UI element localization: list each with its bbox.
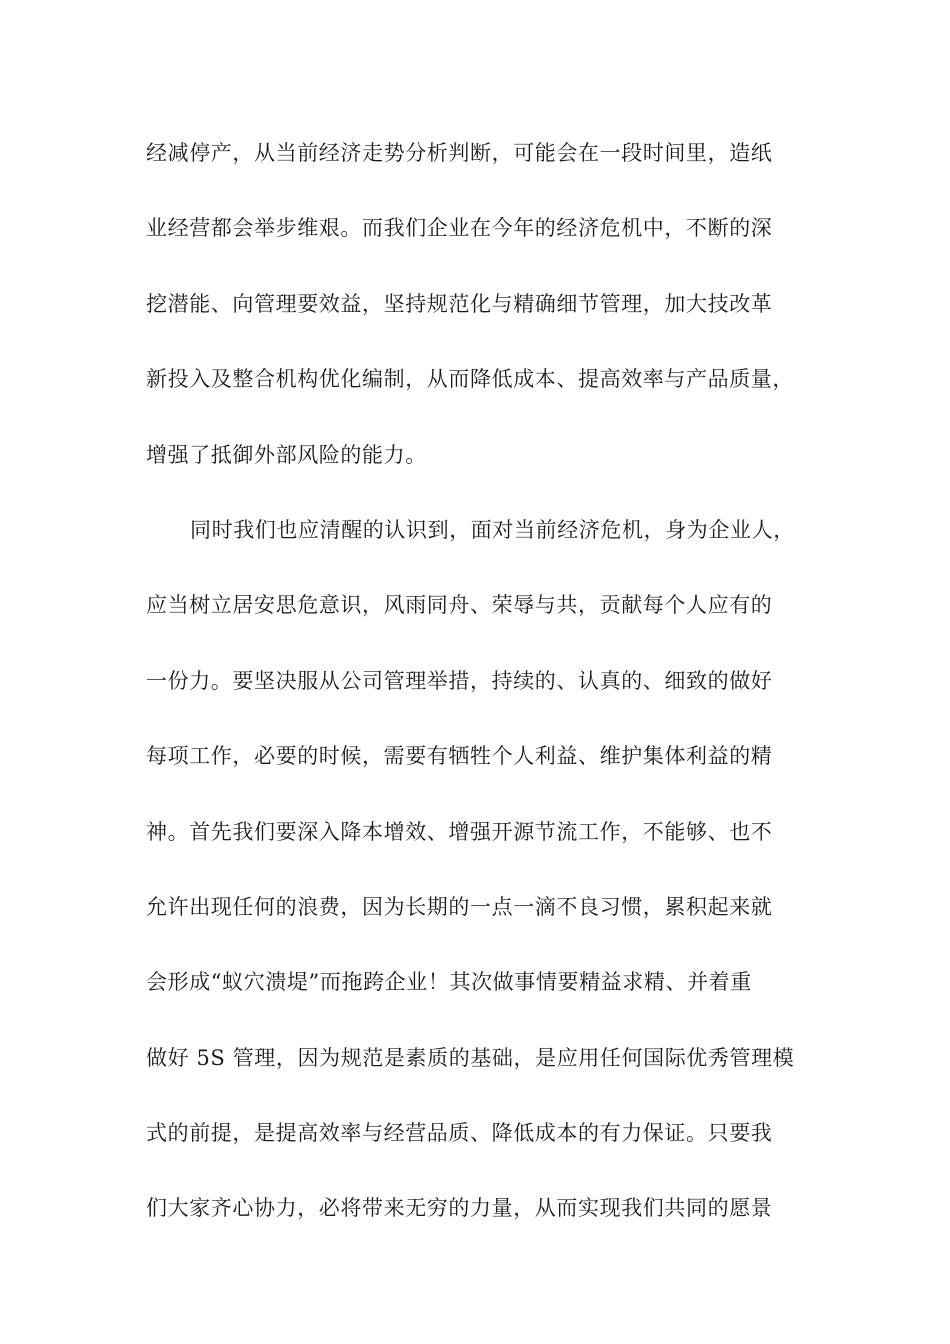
paragraph-1 <box>146 133 836 510</box>
paragraph-line: 会形成“蚁穴溃堤”而拖跨企业！其次做事情要精益求精、并着重 <box>146 970 752 995</box>
document-body <box>146 133 836 1264</box>
paragraph-line: 每项工作，必要的时候，需要有牺牲个人利益、维护集体利益的精 <box>146 744 773 769</box>
paragraph-line: 神。首先我们要深入降本增效、增强开源节流工作，不能够、也不 <box>146 819 773 844</box>
paragraph-line: 一份力。要坚决服从公司管理举措，持续的、认真的、细致的做好 <box>146 668 773 693</box>
paragraph-line: 允许出现任何的浪费，因为长期的一点一滴不良习惯，累积起来就 <box>146 894 773 919</box>
paragraph-line: 应当树立居安思危意识，风雨同舟、荣辱与共，贡献每个人应有的 <box>146 593 773 618</box>
paragraph-line: 们大家齐心协力，必将带来无穷的力量，从而实现我们共同的愿景 <box>146 1196 773 1221</box>
paragraph-line: 增强了抵御外部风险的能力。 <box>146 442 427 467</box>
paragraph-line: 式的前提，是提高效率与经营品质、降低成本的有力保证。只要我 <box>146 1121 773 1146</box>
paragraph-2 <box>146 510 836 1264</box>
paragraph-line: 挖潜能、向管理要效益，坚持规范化与精确细节管理，加大技改革 <box>146 291 773 316</box>
paragraph-line: 新投入及整合机构优化编制，从而降低成本、提高效率与产品质量， <box>146 367 794 392</box>
paragraph-line: 做好 5S 管理，因为规范是素质的基础，是应用任何国际优秀管理模 <box>146 1045 795 1070</box>
paragraph-line: 业经营都会举步维艰。而我们企业在今年的经济危机中，不断的深 <box>146 216 773 241</box>
paragraph-line: 经减停产，从当前经济走势分析判断，可能会在一段时间里，造纸 <box>146 141 773 165</box>
paragraph-line: 同时我们也应清醒的认识到，面对当前经济危机，身为企业人， <box>190 517 795 542</box>
